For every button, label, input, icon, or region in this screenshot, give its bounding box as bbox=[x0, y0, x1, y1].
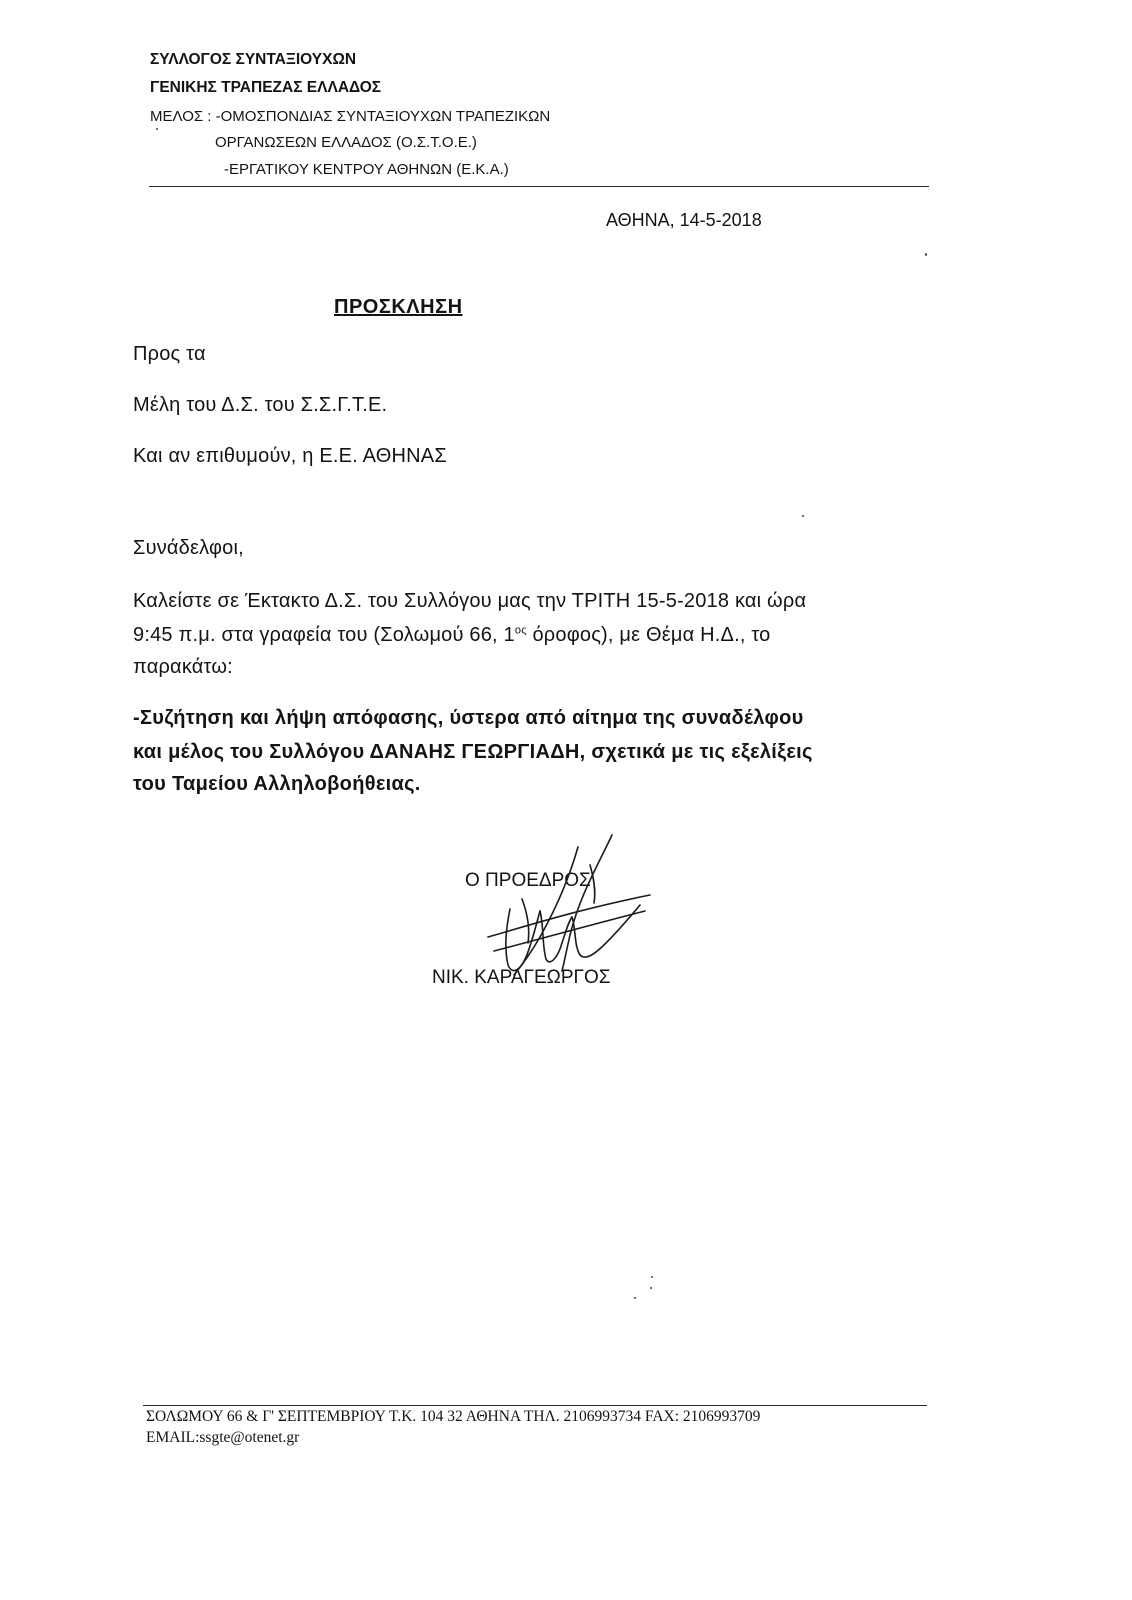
recipients-optional: Και αν επιθυμούν, η Ε.Ε. ΑΘΗΝΑΣ bbox=[133, 445, 447, 467]
body-paragraph-line2-start: 9:45 π.μ. στα γραφεία του (Σολωμού 66, 1 bbox=[133, 624, 515, 646]
scan-speck bbox=[925, 253, 927, 256]
date-line: ΑΘΗΝΑ, 14-5-2018 bbox=[606, 210, 762, 230]
body-paragraph-line3: παρακάτω: bbox=[133, 656, 233, 678]
footer-divider bbox=[143, 1405, 927, 1406]
floor-ordinal-suffix: ος bbox=[514, 624, 527, 637]
agenda-topic-line2: και μέλος του Συλλόγου ΔΑΝΑΗΣ ΓΕΩΡΓΙΑΔΗ, σχετικά με τις εξελίξεις bbox=[133, 741, 813, 763]
recipients-board: Μέλη του Δ.Σ. του Σ.Σ.Γ.Τ.Ε. bbox=[133, 394, 388, 416]
body-paragraph-line2-end: όροφος), με Θέμα Η.Δ., το bbox=[526, 624, 771, 646]
scan-speck bbox=[156, 128, 158, 130]
membership-line1: ΜΕΛΟΣ : -ΟΜΟΣΠΟΝΔΙΑΣ ΣΥΝΤΑΞΙΟΥΧΩΝ ΤΡΑΠΕΖΙΚΩΝ bbox=[150, 108, 551, 125]
footer-address: ΣΟΛΩΜΟΥ 66 & Γ' ΣΕΠΤΕΜΒΡΙΟΥ Τ.Κ. 104 32 ΑΘΗΝΑ ΤΗΛ. 2106993734 FAX: 2106993709 bbox=[146, 1408, 761, 1425]
scan-speck bbox=[802, 515, 804, 517]
salutation: Συνάδελφοι, bbox=[133, 537, 244, 559]
scan-speck bbox=[634, 1297, 636, 1299]
signatory-role: Ο ΠΡΟΕΔΡΟΣ bbox=[465, 870, 591, 891]
document-title: ΠΡΟΣΚΛΗΣΗ bbox=[334, 296, 463, 318]
membership-line3: -ΕΡΓΑΤΙΚΟΥ ΚΕΝΤΡΟΥ ΑΘΗΝΩΝ (Ε.Κ.Α.) bbox=[224, 161, 509, 178]
agenda-topic-line1: -Συζήτηση και λήψη απόφασης, ύστερα από αίτημα της συναδέλφου bbox=[133, 707, 804, 729]
handwritten-signature bbox=[470, 825, 670, 985]
agenda-topic-line3: του Ταμείου Αλληλοβοήθειας. bbox=[133, 773, 421, 795]
scan-speck bbox=[650, 1287, 652, 1289]
signatory-name: ΝΙΚ. ΚΑΡΑΓΕΩΡΓΟΣ bbox=[432, 967, 611, 988]
letterhead-divider bbox=[149, 186, 929, 187]
org-name-line1: ΣΥΛΛΟΓΟΣ ΣΥΝΤΑΞΙΟΥΧΩΝ bbox=[150, 51, 357, 68]
footer-email: EMAIL:ssgte@otenet.gr bbox=[146, 1429, 300, 1446]
body-paragraph-line2 bbox=[133, 624, 770, 647]
membership-line2: ΟΡΓΑΝΩΣΕΩΝ ΕΛΛΑΔΟΣ (Ο.Σ.Τ.Ο.Ε.) bbox=[215, 134, 477, 151]
org-name-line2: ΓΕΝΙΚΗΣ ΤΡΑΠΕΖΑΣ ΕΛΛΑΔΟΣ bbox=[150, 79, 382, 96]
recipients-intro: Προς τα bbox=[133, 343, 206, 365]
body-paragraph-line1: Καλείστε σε Έκτακτο Δ.Σ. του Συλλόγου μας την ΤΡΙΤΗ 15-5-2018 και ώρα bbox=[133, 590, 807, 612]
scan-speck bbox=[651, 1276, 653, 1278]
